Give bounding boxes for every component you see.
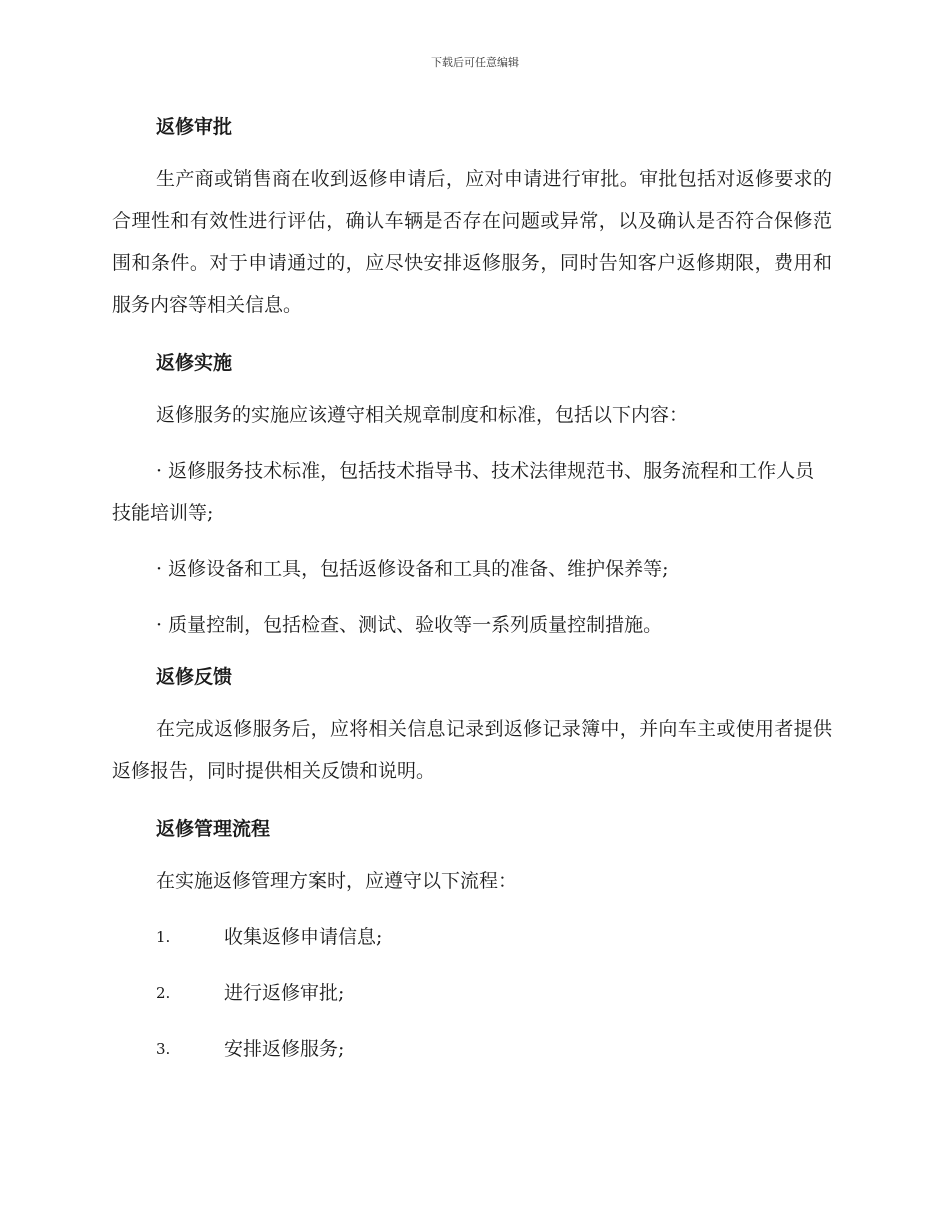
step-text: 收集返修申请信息; [224,926,383,948]
section-heading-feedback: 返修反馈 [156,666,233,688]
step-text: 安排返修服务; [224,1038,345,1060]
step-text: 进行返修审批; [224,982,345,1004]
implementation-bullet: · 返修设备和工具，包括返修设备和工具的准备、维护保养等; [156,558,669,580]
process-step [112,972,832,1014]
page-header: 下载后可任意编辑 [431,56,519,69]
implementation-bullet: · 质量控制，包括检查、测试、验收等一系列质量控制措施。 [156,614,663,636]
section-heading-approval: 返修审批 [156,116,233,138]
implementation-bullet: · 返修服务技术标准，包括技术指导书、技术法律规范书、服务流程和工作人员技能培训等; [112,460,815,524]
document-body [112,110,832,1070]
implementation-intro: 返修服务的实施应该遵守相关规章制度和标准，包括以下内容： [156,404,689,426]
section-heading-implementation: 返修实施 [156,352,233,374]
process-intro: 在实施返修管理方案时，应遵守以下流程： [156,870,518,892]
step-number: 1. [156,928,171,946]
process-step [112,916,832,958]
process-step [112,1028,832,1070]
section-heading-process: 返修管理流程 [156,818,271,840]
approval-paragraph: 生产商或销售商在收到返修申请后，应对申请进行审批。审批包括对返修要求的合理性和有效性进行评估，确认车辆是否存在问题或异常，以及确认是否符合保修范围和条件。对于申请通过的，应尽快安排返修服务，同时告知客户返修期限，费用和服务内容等相关信息。 [112,168,832,316]
step-number: 2. [156,984,171,1002]
step-number: 3. [156,1040,171,1058]
feedback-paragraph: 在完成返修服务后，应将相关信息记录到返修记录簿中，并向车主或使用者提供返修报告，同时提供相关反馈和说明。 [112,718,832,782]
